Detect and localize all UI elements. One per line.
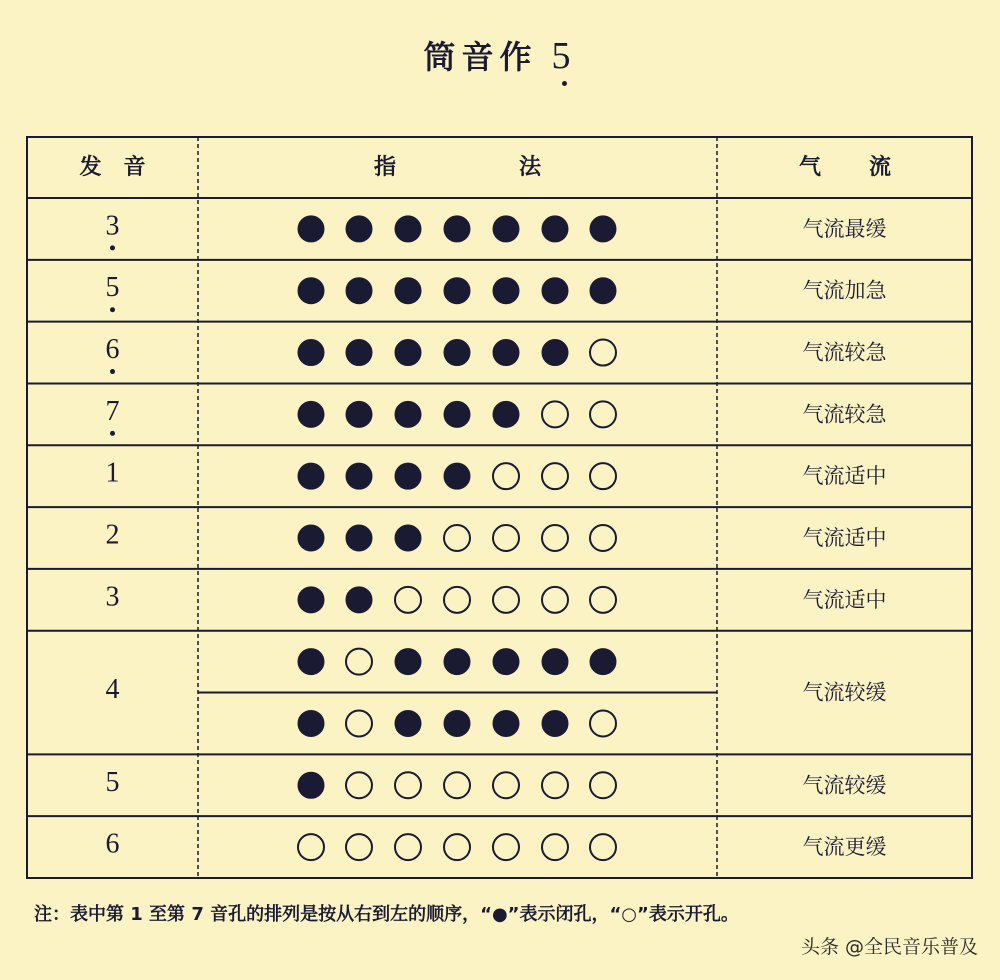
closed-hole [444,463,470,489]
closed-hole [542,340,568,366]
closed-hole [298,278,324,304]
airflow-label: 气流较缓 [802,773,887,798]
header-fingering-right: 法 [518,155,542,180]
airflow-label: 气流加急 [802,278,887,303]
open-hole [346,772,372,798]
watermark: 头条 @全民音乐普及 [800,936,978,958]
open-hole [444,772,470,798]
closed-hole [395,710,421,736]
note-5: 5 [105,272,120,304]
open-hole [542,587,568,613]
closed-hole [346,587,372,613]
open-hole [542,525,568,551]
low-octave-dot [110,431,115,436]
open-hole [395,834,421,860]
closed-hole [298,587,324,613]
closed-hole [590,216,616,242]
closed-hole [395,216,421,242]
open-hole [395,587,421,613]
closed-hole [444,340,470,366]
header-airflow-right: 流 [868,155,892,180]
closed-hole [493,340,519,366]
closed-hole [298,340,324,366]
open-hole [590,340,616,366]
footnote: 注：表中第 1 至第 7 音孔的排列是按从右到左的顺序，“●”表示闭孔，“○”表示开孔。 [34,904,739,925]
note-6: 6 [105,334,120,366]
note-3: 3 [105,581,120,613]
note-6: 6 [105,828,120,860]
closed-hole [395,340,421,366]
closed-hole [346,525,372,551]
closed-hole [395,525,421,551]
airflow-label: 气流较急 [802,340,887,365]
closed-hole [298,401,324,427]
open-hole [590,463,616,489]
open-hole [493,772,519,798]
open-hole [493,587,519,613]
note-5: 5 [105,766,120,798]
open-hole [298,834,324,860]
open-hole [590,710,616,736]
airflow-label: 气流适中 [802,526,887,550]
header-airflow-left: 气 [798,155,822,180]
airflow-label: 气流更缓 [802,835,887,860]
closed-hole [444,649,470,675]
closed-hole [542,649,568,675]
closed-hole [395,401,421,427]
note-4: 4 [105,674,120,706]
open-hole [542,772,568,798]
closed-hole [298,772,324,798]
closed-hole [493,401,519,427]
open-hole [493,463,519,489]
closed-hole [493,278,519,304]
header-fingering-left: 指 [373,155,397,180]
low-octave-dot [110,369,115,374]
closed-hole [542,216,568,242]
closed-hole [590,278,616,304]
title-text: 筒音作 [423,38,538,76]
note-3: 3 [105,210,120,242]
closed-hole [395,649,421,675]
closed-hole [298,649,324,675]
note-7: 7 [105,395,120,427]
closed-hole [493,710,519,736]
closed-hole [493,649,519,675]
closed-hole [444,216,470,242]
closed-hole [493,216,519,242]
low-octave-dot [110,245,115,250]
open-hole [590,772,616,798]
title-key-note: 5 [551,35,577,77]
open-hole [542,463,568,489]
closed-hole [444,401,470,427]
airflow-label: 气流适中 [802,587,887,612]
low-octave-dot [110,307,115,312]
open-hole [444,834,470,860]
open-hole [493,525,519,551]
closed-hole [346,340,372,366]
open-hole [444,587,470,613]
open-hole [590,834,616,860]
closed-hole [346,463,372,489]
open-hole [590,525,616,551]
closed-hole [444,710,470,736]
airflow-label: 气流适中 [802,464,887,489]
closed-hole [298,710,324,736]
note-1: 1 [105,457,120,489]
open-hole [444,525,470,551]
open-hole [542,834,568,860]
closed-hole [346,401,372,427]
header-pitch: 发 音 [79,155,146,180]
open-hole [346,649,372,675]
open-hole [395,772,421,798]
open-hole [542,401,568,427]
airflow-label: 气流最缓 [802,216,887,241]
closed-hole [444,278,470,304]
closed-hole [298,463,324,489]
open-hole [346,834,372,860]
open-hole [346,710,372,736]
closed-hole [346,278,372,304]
closed-hole [346,216,372,242]
open-hole [590,401,616,427]
airflow-label: 气流较缓 [802,680,887,705]
open-hole [590,587,616,613]
closed-hole [542,278,568,304]
closed-hole [542,710,568,736]
closed-hole [395,463,421,489]
note-2: 2 [105,519,120,551]
closed-hole [395,278,421,304]
closed-hole [298,216,324,242]
closed-hole [590,649,616,675]
closed-hole [298,525,324,551]
open-hole [493,834,519,860]
airflow-label: 气流较急 [802,402,887,427]
